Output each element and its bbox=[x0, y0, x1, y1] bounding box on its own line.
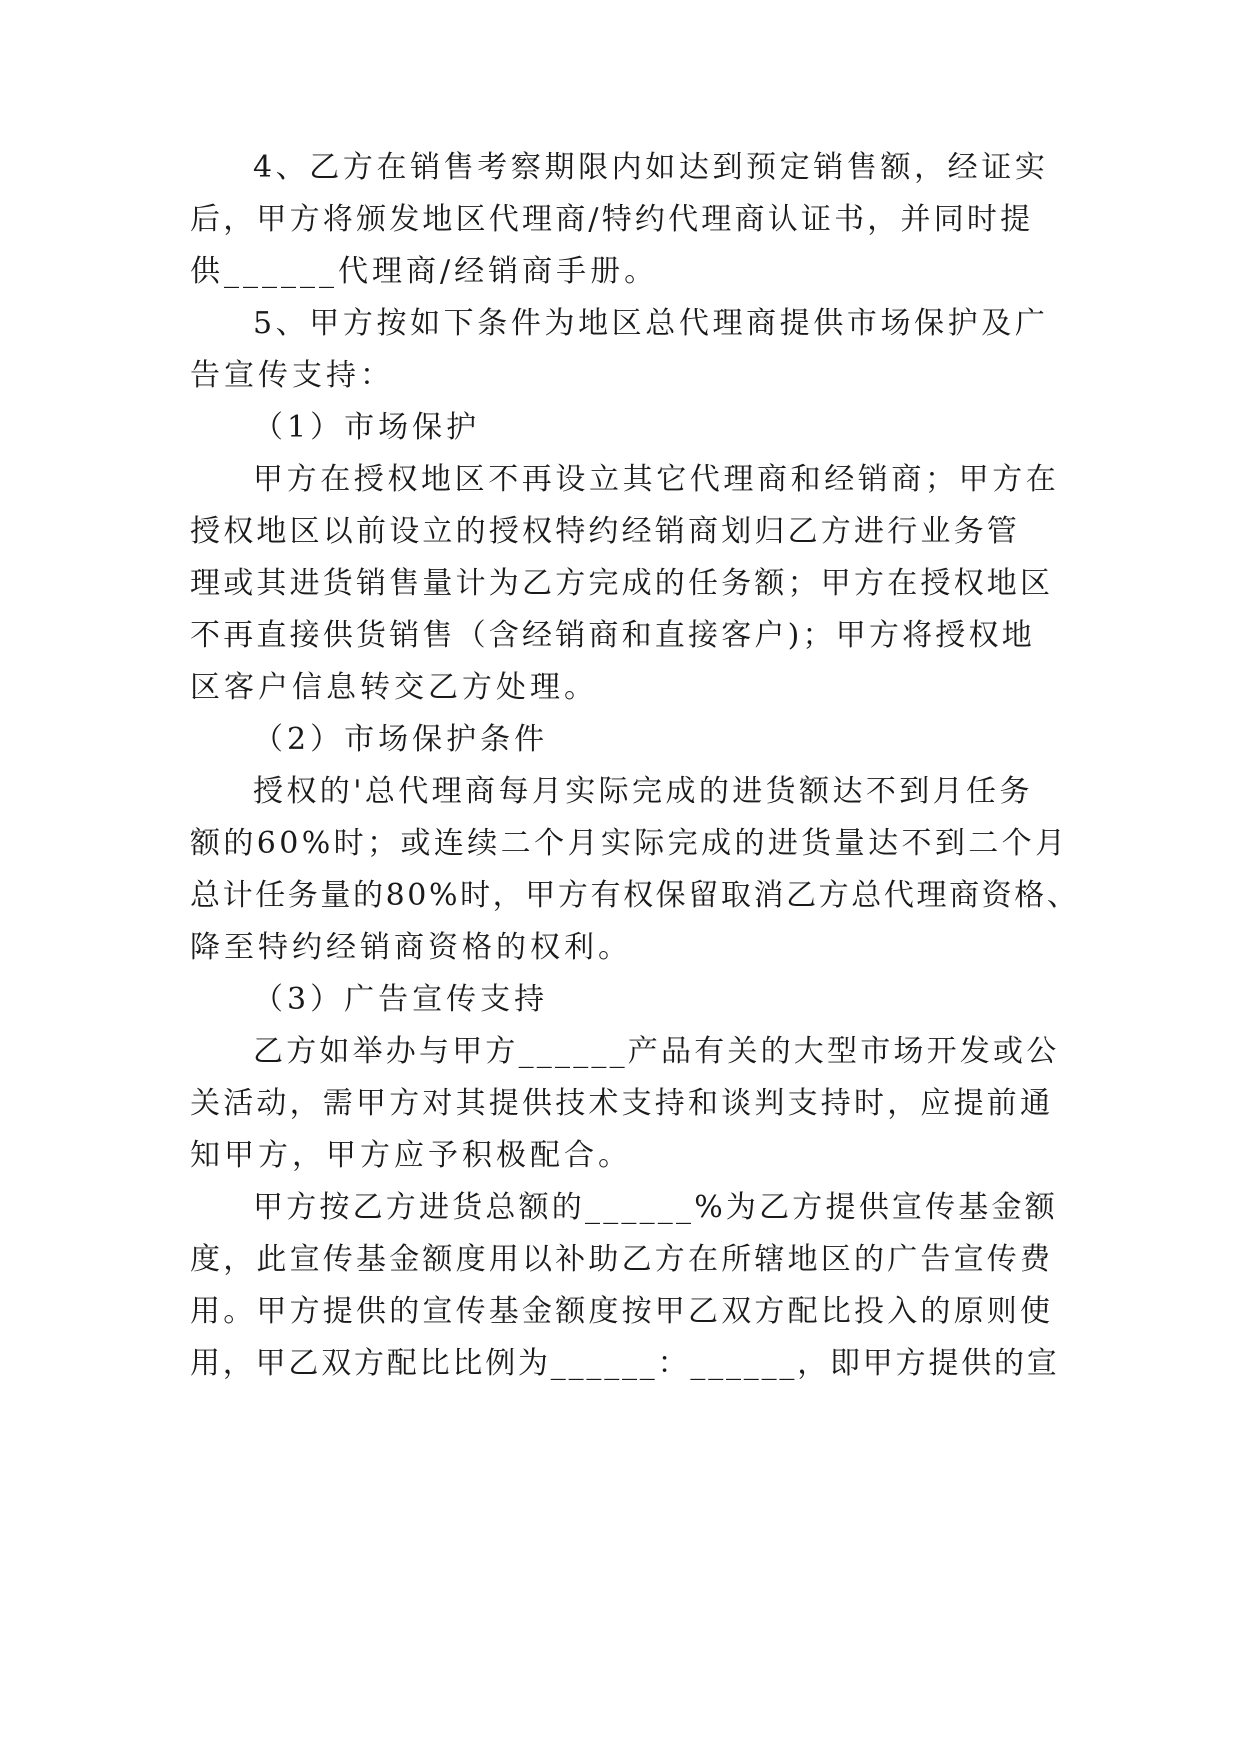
text-line: 供______代理商/经销商手册。 bbox=[190, 254, 659, 289]
text-line: 额的60%时；或连续二个月实际完成的进货量达不到二个月 bbox=[190, 826, 1069, 861]
text-line: 授权的'总代理商每月实际完成的进货额达不到月任务 bbox=[253, 774, 1033, 809]
text-line: 乙方如举办与甲方______产品有关的大型市场开发或公 bbox=[253, 1034, 1060, 1069]
text-line: 5、甲方按如下条件为地区总代理商提供市场保护及广 bbox=[253, 306, 1049, 341]
text-line: （1）市场保护 bbox=[253, 410, 481, 445]
text-line: 理或其进货销售量计为乙方完成的任务额；甲方在授权地区 bbox=[190, 566, 1054, 601]
text-line: 用。甲方提供的宣传基金额度按甲乙双方配比投入的原则使 bbox=[190, 1294, 1054, 1329]
text-line: 甲方按乙方进货总额的______%为乙方提供宣传基金额 bbox=[253, 1190, 1058, 1225]
text-line: 用，甲乙双方配比比例为______：______，即甲方提供的宣 bbox=[190, 1346, 1060, 1381]
text-line: 甲方在授权地区不再设立其它代理商和经销商；甲方在 bbox=[253, 462, 1060, 497]
text-line: 区客户信息转交乙方处理。 bbox=[190, 670, 598, 705]
text-line: 关活动，需甲方对其提供技术支持和谈判支持时，应提前通 bbox=[190, 1086, 1054, 1121]
text-line: 度，此宣传基金额度用以补助乙方在所辖地区的广告宣传费 bbox=[190, 1242, 1054, 1277]
text-line: （3）广告宣传支持 bbox=[253, 982, 549, 1017]
text-line: 授权地区以前设立的授权特约经销商划归乙方进行业务管 bbox=[190, 514, 1020, 549]
text-line: 不再直接供货销售（含经销商和直接客户)；甲方将授权地 bbox=[190, 618, 1035, 653]
text-line: 4、乙方在销售考察期限内如达到预定销售额，经证实 bbox=[253, 150, 1049, 185]
text-line: 告宣传支持： bbox=[190, 358, 394, 393]
text-line: 降至特约经销商资格的权利。 bbox=[190, 930, 632, 965]
text-line: 总计任务量的80%时，甲方有权保留取消乙方总代理商资格、 bbox=[190, 878, 1080, 913]
text-line: 后，甲方将颁发地区代理商/特约代理商认证书，并同时提 bbox=[190, 202, 1034, 237]
text-line: 知甲方，甲方应予积极配合。 bbox=[190, 1138, 632, 1173]
text-line: （2）市场保护条件 bbox=[253, 722, 549, 757]
